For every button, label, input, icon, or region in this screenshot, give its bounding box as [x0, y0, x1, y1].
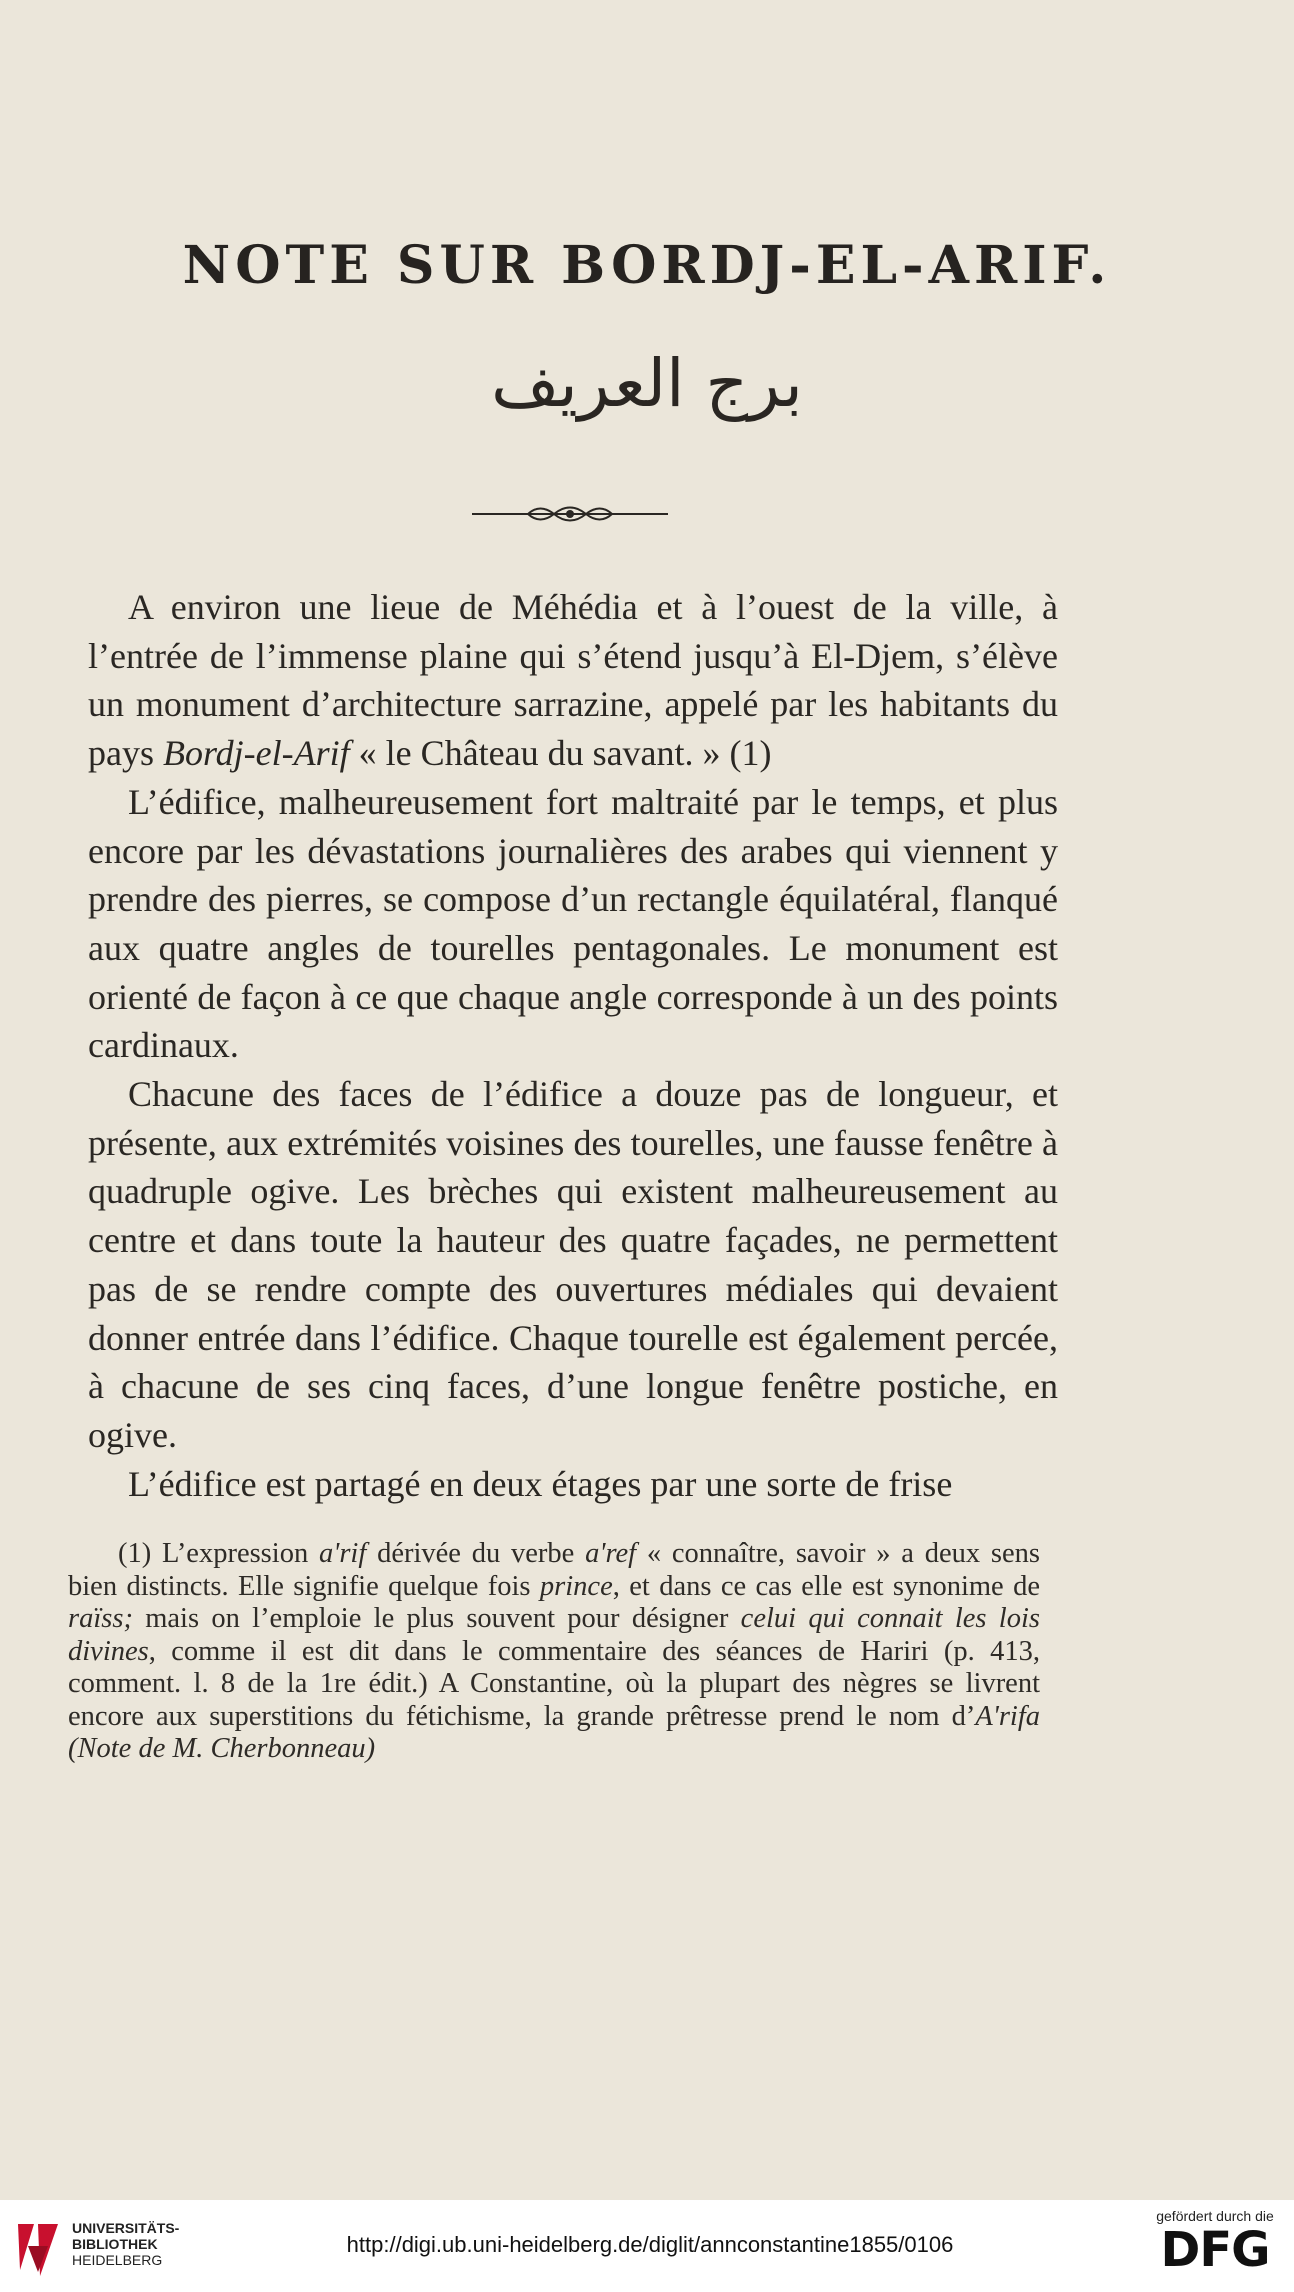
text-run: Chacune des faces de l’édifice a douze pas de longueur, et présente, aux extrémités voisines des tourelles, une fausse fenêtre à quadruple ogive. Les brèches qui existent malheureusement au centre et dans toute la hauteur des quatre façades, ne permettent pas de se rendre compte des ouvertures médiales qui devaient donner entrée dans l’édifice. Chaque tourelle est également percée, à chacune de ses cinq faces, d’une longue fenêtre postiche, en ogive.: [88, 1074, 1058, 1455]
page-title: NOTE SUR BORDJ-EL-ARIF.: [182, 235, 1112, 296]
dfg-sponsor[interactable]: [1150, 2208, 1280, 2288]
paragraph: [88, 583, 1058, 778]
italic-text: Bordj-el-Arif: [163, 733, 350, 774]
ornament-divider-icon: [470, 497, 670, 531]
arabic-title: برج العريف: [491, 345, 803, 422]
body-text: [88, 583, 1058, 1508]
sponsor-caption: gefördert durch die: [1156, 2208, 1274, 2224]
footer-bar: [0, 2200, 1294, 2292]
ub-emblem-icon: [14, 2216, 64, 2278]
text-run: , comme il est dit dans le commentaire des séances de Hariri (p. 413, comment. l. 8 de la 1re édit.) A Constantine, où la plupart des nègres se livrent encore aux superstitions du fétichisme, la grande prêtresse prend le nom d’: [68, 1635, 1040, 1732]
university-library-logo[interactable]: [14, 2214, 274, 2282]
italic-text: A'rifa (Note de M. Cherbonneau): [68, 1700, 1040, 1764]
text-run: mais on l’emploie le plus souvent pour désigner: [132, 1603, 741, 1634]
library-name-line-2: BIBLIOTHEK: [72, 2236, 158, 2252]
text-run: « le Château du savant. » (1): [349, 733, 772, 774]
paragraph: [88, 778, 1058, 1070]
dfg-logo: DFG: [1160, 2222, 1270, 2278]
italic-text: a'rif: [319, 1538, 367, 1569]
text-run: « connaître, savoir » a deux sens bien distincts. Elle signifie quelque fois: [68, 1538, 1041, 1602]
paragraph: [88, 1070, 1058, 1460]
footnote-paragraph: [68, 1538, 1040, 1766]
text-run: A environ une lieue de Méhédia et à l’ouest de la ville, à l’entrée de l’immense plaine qui s’étend jusqu’à El-Djem, s’élève un monument d’architecture sarrazine, appelé par les habitants du pays: [88, 587, 1058, 774]
italic-text: a'ref: [585, 1538, 637, 1569]
source-url-link[interactable]: http://digi.ub.uni-heidelberg.de/diglit/annconstantine1855/0106: [346, 2232, 954, 2257]
footnote: [68, 1538, 1040, 1766]
italic-text: celui qui connait les lois divines: [68, 1603, 1040, 1667]
text-run: L’édifice, malheureusement fort maltraité par le temps, et plus encore par les dévastations journalières des arabes qui viennent y prendre des pierres, se compose d’un rectangle équilatéral, flanqué aux quatre angles de tourelles pentagonales. Le monument est orienté de façon à ce que chaque angle corresponde à un des points cardinaux.: [88, 781, 1058, 1066]
library-name-line-1: UNIVERSITÄTS-: [72, 2220, 180, 2236]
text-run: dérivée du verbe: [366, 1538, 586, 1569]
text-run: , et dans ce cas elle est synonime de: [612, 1570, 1040, 1602]
library-name-line-3: HEIDELBERG: [72, 2252, 163, 2268]
text-run: (1) L’expression: [118, 1538, 319, 1569]
paragraph: [88, 1460, 1058, 1509]
italic-text: raïss;: [68, 1603, 133, 1634]
text-run: L’édifice est partagé en deux étages par une sorte de frise: [128, 1463, 953, 1504]
italic-text: prince: [539, 1570, 613, 1602]
